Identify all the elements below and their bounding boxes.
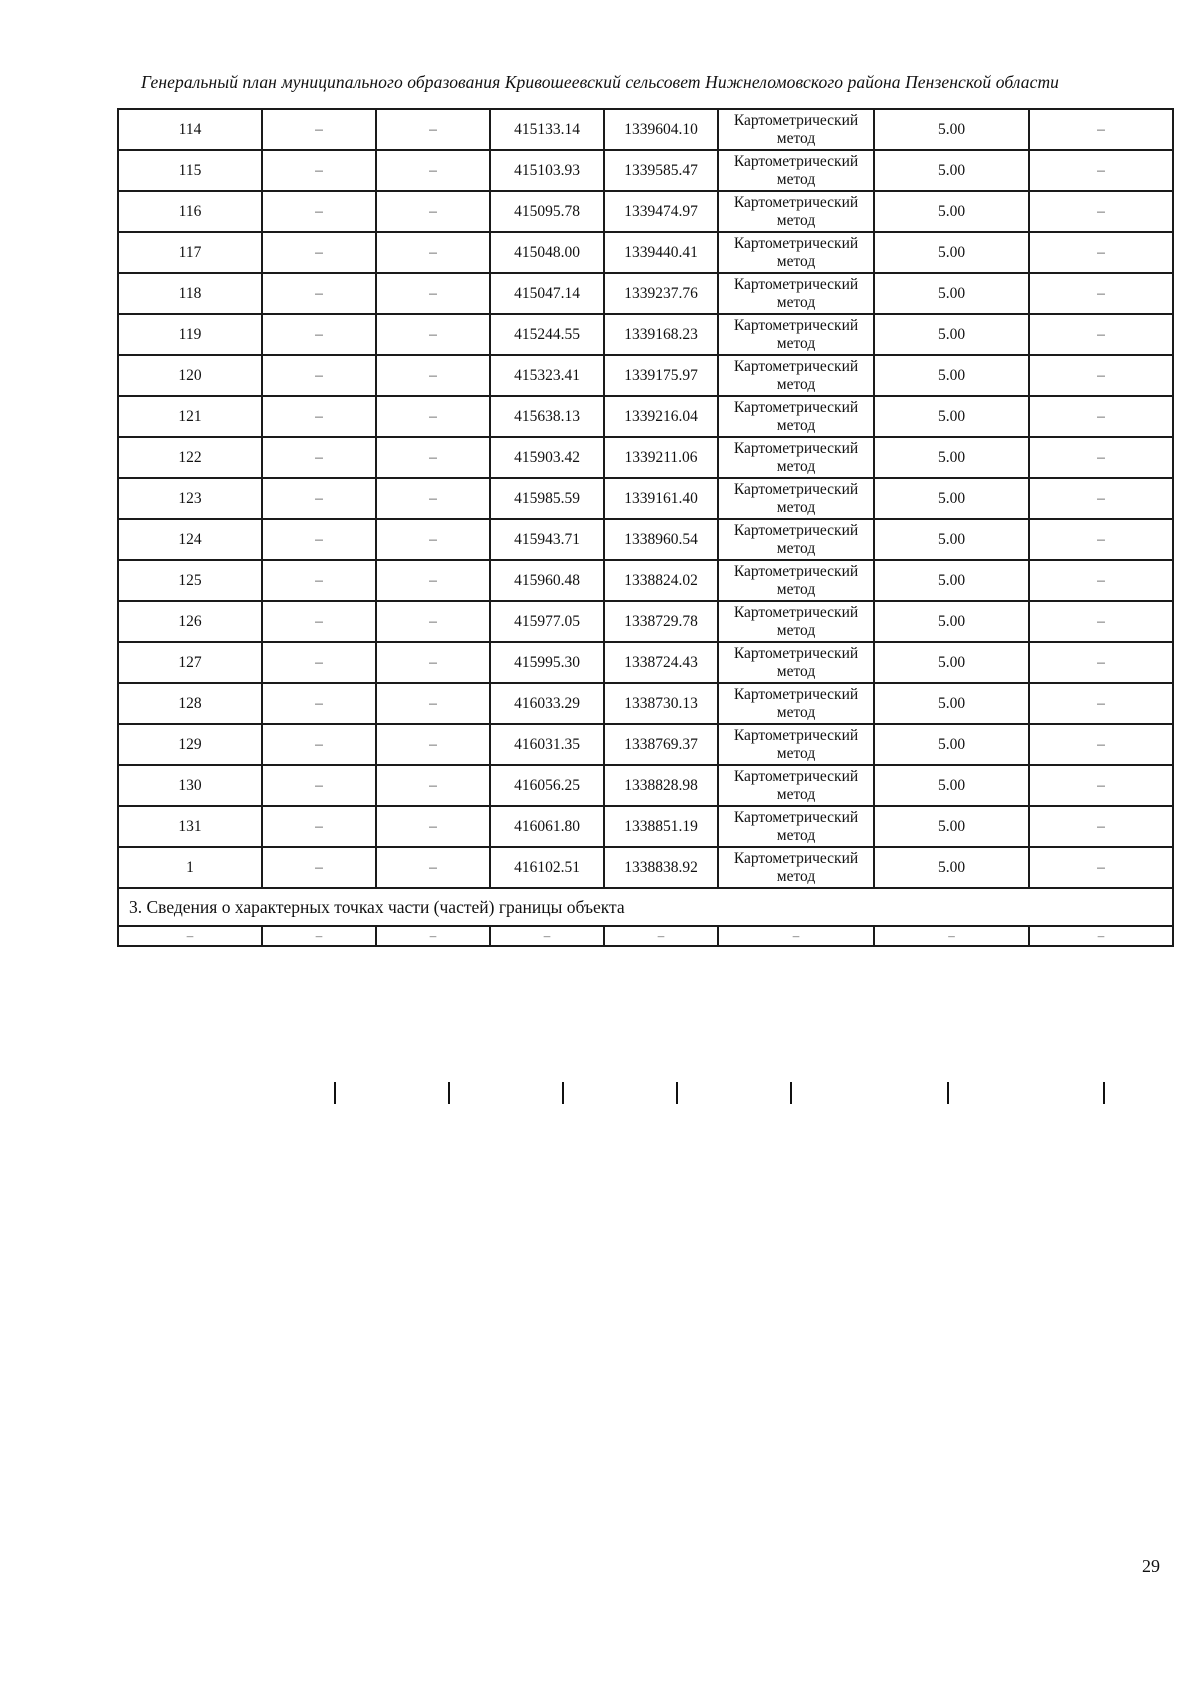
- table-row: [118, 847, 1173, 888]
- accuracy-cell: 5.00: [874, 847, 1029, 888]
- cell-dash: –: [1029, 437, 1173, 478]
- cell-dash: –: [262, 683, 376, 724]
- table-row: [118, 724, 1173, 765]
- table-row: [118, 560, 1173, 601]
- boundary-points-table: [117, 108, 1174, 947]
- table-row: [118, 765, 1173, 806]
- table-row: [118, 314, 1173, 355]
- y-coordinate-cell: 1339161.40: [604, 478, 718, 519]
- accuracy-cell: 5.00: [874, 765, 1029, 806]
- cell-dash: –: [262, 273, 376, 314]
- point-number-cell: 120: [118, 355, 262, 396]
- y-coordinate-cell: 1338828.98: [604, 765, 718, 806]
- cell-dash: –: [262, 150, 376, 191]
- cell-dash: –: [1029, 519, 1173, 560]
- y-coordinate-cell: 1338729.78: [604, 601, 718, 642]
- method-cell: Картометрический метод: [718, 232, 874, 273]
- accuracy-cell: 5.00: [874, 396, 1029, 437]
- accuracy-cell: 5.00: [874, 724, 1029, 765]
- cell-dash: –: [1029, 396, 1173, 437]
- y-coordinate-cell: 1338960.54: [604, 519, 718, 560]
- method-cell: Картометрический метод: [718, 847, 874, 888]
- cell-dash: –: [1029, 806, 1173, 847]
- cell-dash: –: [262, 560, 376, 601]
- table-row: [118, 806, 1173, 847]
- accuracy-cell: 5.00: [874, 806, 1029, 847]
- cell-dash: –: [376, 519, 490, 560]
- method-cell: Картометрический метод: [718, 683, 874, 724]
- cell-dash: –: [718, 926, 874, 946]
- table-row: [118, 109, 1173, 150]
- cell-dash: –: [376, 396, 490, 437]
- point-number-cell: 128: [118, 683, 262, 724]
- method-cell: Картометрический метод: [718, 437, 874, 478]
- x-coordinate-cell: 415047.14: [490, 273, 604, 314]
- section-title: 3. Сведения о характерных точках части (частей) границы объекта: [118, 888, 1173, 926]
- cell-dash: –: [1029, 191, 1173, 232]
- table-row: [118, 396, 1173, 437]
- cell-dash: –: [376, 560, 490, 601]
- point-number-cell: 117: [118, 232, 262, 273]
- method-cell: Картометрический метод: [718, 806, 874, 847]
- cell-dash: –: [262, 847, 376, 888]
- cell-dash: –: [1029, 765, 1173, 806]
- cell-dash: –: [490, 926, 604, 946]
- table-row: [118, 478, 1173, 519]
- accuracy-cell: 5.00: [874, 191, 1029, 232]
- accuracy-cell: 5.00: [874, 519, 1029, 560]
- tick-mark: [448, 1082, 450, 1104]
- point-number-cell: 116: [118, 191, 262, 232]
- x-coordinate-cell: 415977.05: [490, 601, 604, 642]
- cell-dash: –: [1029, 847, 1173, 888]
- point-number-cell: 118: [118, 273, 262, 314]
- y-coordinate-cell: 1338724.43: [604, 642, 718, 683]
- cell-dash: –: [376, 765, 490, 806]
- method-cell: Картометрический метод: [718, 396, 874, 437]
- point-number-cell: 119: [118, 314, 262, 355]
- x-coordinate-cell: 416033.29: [490, 683, 604, 724]
- y-coordinate-cell: 1339175.97: [604, 355, 718, 396]
- cell-dash: –: [262, 724, 376, 765]
- point-number-cell: 131: [118, 806, 262, 847]
- accuracy-cell: 5.00: [874, 601, 1029, 642]
- method-cell: Картометрический метод: [718, 355, 874, 396]
- method-cell: Картометрический метод: [718, 560, 874, 601]
- table-row: [118, 437, 1173, 478]
- cell-dash: –: [262, 437, 376, 478]
- point-number-cell: 127: [118, 642, 262, 683]
- y-coordinate-cell: 1339440.41: [604, 232, 718, 273]
- point-number-cell: 125: [118, 560, 262, 601]
- y-coordinate-cell: 1339211.06: [604, 437, 718, 478]
- cell-dash: –: [376, 847, 490, 888]
- table-row: [118, 150, 1173, 191]
- x-coordinate-cell: 415960.48: [490, 560, 604, 601]
- point-number-cell: 115: [118, 150, 262, 191]
- table-row: [118, 642, 1173, 683]
- page-number: 29: [1142, 1556, 1160, 1576]
- point-number-cell: 123: [118, 478, 262, 519]
- cell-dash: –: [376, 109, 490, 150]
- point-number-cell: 1: [118, 847, 262, 888]
- cell-dash: –: [262, 232, 376, 273]
- tick-mark: [790, 1082, 792, 1104]
- cell-dash: –: [262, 519, 376, 560]
- x-coordinate-cell: 416061.80: [490, 806, 604, 847]
- method-cell: Картометрический метод: [718, 150, 874, 191]
- cell-dash: –: [376, 601, 490, 642]
- cell-dash: –: [1029, 478, 1173, 519]
- column-tick-marks: [0, 1082, 1200, 1106]
- cell-dash: –: [376, 683, 490, 724]
- accuracy-cell: 5.00: [874, 437, 1029, 478]
- table-row: [118, 273, 1173, 314]
- section-row: [118, 888, 1173, 926]
- tick-mark: [676, 1082, 678, 1104]
- accuracy-cell: 5.00: [874, 683, 1029, 724]
- accuracy-cell: 5.00: [874, 232, 1029, 273]
- y-coordinate-cell: 1339237.76: [604, 273, 718, 314]
- cell-dash: –: [1029, 601, 1173, 642]
- cell-dash: –: [1029, 150, 1173, 191]
- method-cell: Картометрический метод: [718, 314, 874, 355]
- method-cell: Картометрический метод: [718, 109, 874, 150]
- cell-dash: –: [376, 642, 490, 683]
- cell-dash: –: [376, 478, 490, 519]
- cell-dash: –: [1029, 926, 1173, 946]
- tick-mark: [1103, 1082, 1105, 1104]
- point-number-cell: 122: [118, 437, 262, 478]
- x-coordinate-cell: 415095.78: [490, 191, 604, 232]
- cell-dash: –: [376, 437, 490, 478]
- method-cell: Картометрический метод: [718, 765, 874, 806]
- cell-dash: –: [262, 396, 376, 437]
- point-number-cell: 121: [118, 396, 262, 437]
- point-number-cell: 126: [118, 601, 262, 642]
- table-row: [118, 191, 1173, 232]
- method-cell: Картометрический метод: [718, 191, 874, 232]
- table-row: [118, 355, 1173, 396]
- y-coordinate-cell: 1338851.19: [604, 806, 718, 847]
- cell-dash: –: [376, 232, 490, 273]
- x-coordinate-cell: 415133.14: [490, 109, 604, 150]
- x-coordinate-cell: 416031.35: [490, 724, 604, 765]
- accuracy-cell: 5.00: [874, 642, 1029, 683]
- point-number-cell: 130: [118, 765, 262, 806]
- cell-dash: –: [1029, 724, 1173, 765]
- cell-dash: –: [262, 765, 376, 806]
- tick-mark: [947, 1082, 949, 1104]
- cell-dash: –: [604, 926, 718, 946]
- cell-dash: –: [262, 601, 376, 642]
- x-coordinate-cell: 415323.41: [490, 355, 604, 396]
- x-coordinate-cell: 415638.13: [490, 396, 604, 437]
- x-coordinate-cell: 415048.00: [490, 232, 604, 273]
- table-row: [118, 601, 1173, 642]
- cell-dash: –: [118, 926, 262, 946]
- method-cell: Картометрический метод: [718, 724, 874, 765]
- cell-dash: –: [376, 724, 490, 765]
- table-row: [118, 683, 1173, 724]
- method-cell: Картометрический метод: [718, 478, 874, 519]
- cell-dash: –: [262, 355, 376, 396]
- cell-dash: –: [1029, 314, 1173, 355]
- cell-dash: –: [376, 273, 490, 314]
- x-coordinate-cell: 415985.59: [490, 478, 604, 519]
- accuracy-cell: 5.00: [874, 150, 1029, 191]
- cell-dash: –: [1029, 273, 1173, 314]
- x-coordinate-cell: 415903.42: [490, 437, 604, 478]
- cell-dash: –: [1029, 232, 1173, 273]
- y-coordinate-cell: 1339474.97: [604, 191, 718, 232]
- page-header: Генеральный план муниципального образования Кривошеевский сельсовет Нижнеломовского района Пензенской области: [140, 72, 1060, 92]
- accuracy-cell: 5.00: [874, 560, 1029, 601]
- cell-dash: –: [262, 642, 376, 683]
- cell-dash: –: [1029, 683, 1173, 724]
- method-cell: Картометрический метод: [718, 273, 874, 314]
- table-row: [118, 232, 1173, 273]
- empty-data-row: [118, 926, 1173, 946]
- cell-dash: –: [376, 926, 490, 946]
- method-cell: Картометрический метод: [718, 642, 874, 683]
- cell-dash: –: [262, 191, 376, 232]
- cell-dash: –: [874, 926, 1029, 946]
- cell-dash: –: [262, 314, 376, 355]
- point-number-cell: 124: [118, 519, 262, 560]
- cell-dash: –: [376, 806, 490, 847]
- accuracy-cell: 5.00: [874, 355, 1029, 396]
- x-coordinate-cell: 415103.93: [490, 150, 604, 191]
- cell-dash: –: [376, 150, 490, 191]
- y-coordinate-cell: 1339216.04: [604, 396, 718, 437]
- table-row: [118, 519, 1173, 560]
- cell-dash: –: [1029, 642, 1173, 683]
- x-coordinate-cell: 415943.71: [490, 519, 604, 560]
- x-coordinate-cell: 416056.25: [490, 765, 604, 806]
- y-coordinate-cell: 1338824.02: [604, 560, 718, 601]
- tick-mark: [334, 1082, 336, 1104]
- y-coordinate-cell: 1339604.10: [604, 109, 718, 150]
- y-coordinate-cell: 1338838.92: [604, 847, 718, 888]
- y-coordinate-cell: 1338730.13: [604, 683, 718, 724]
- accuracy-cell: 5.00: [874, 273, 1029, 314]
- x-coordinate-cell: 416102.51: [490, 847, 604, 888]
- cell-dash: –: [262, 926, 376, 946]
- y-coordinate-cell: 1339168.23: [604, 314, 718, 355]
- cell-dash: –: [376, 355, 490, 396]
- cell-dash: –: [1029, 109, 1173, 150]
- y-coordinate-cell: 1339585.47: [604, 150, 718, 191]
- accuracy-cell: 5.00: [874, 109, 1029, 150]
- cell-dash: –: [376, 191, 490, 232]
- method-cell: Картометрический метод: [718, 519, 874, 560]
- cell-dash: –: [1029, 355, 1173, 396]
- accuracy-cell: 5.00: [874, 314, 1029, 355]
- point-number-cell: 114: [118, 109, 262, 150]
- x-coordinate-cell: 415995.30: [490, 642, 604, 683]
- cell-dash: –: [262, 109, 376, 150]
- point-number-cell: 129: [118, 724, 262, 765]
- tick-mark: [562, 1082, 564, 1104]
- cell-dash: –: [1029, 560, 1173, 601]
- y-coordinate-cell: 1338769.37: [604, 724, 718, 765]
- cell-dash: –: [262, 806, 376, 847]
- accuracy-cell: 5.00: [874, 478, 1029, 519]
- cell-dash: –: [262, 478, 376, 519]
- x-coordinate-cell: 415244.55: [490, 314, 604, 355]
- method-cell: Картометрический метод: [718, 601, 874, 642]
- cell-dash: –: [376, 314, 490, 355]
